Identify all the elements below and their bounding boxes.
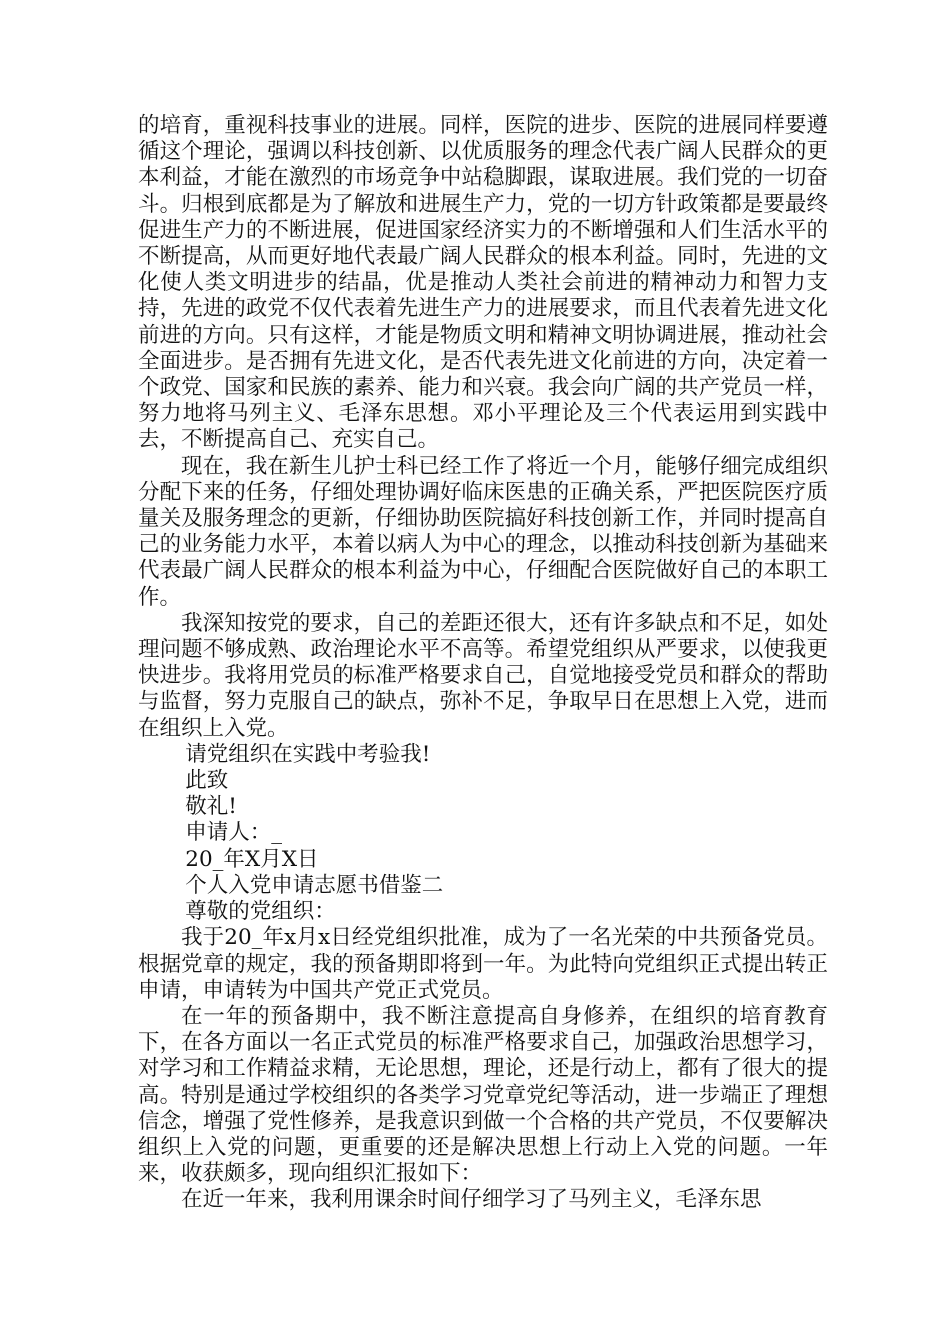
salutation: 尊敬的党组织：: [185, 899, 336, 925]
body-paragraph-1: 的培育，重视科技事业的进展。同样，医院的进步、医院的进展同样要遵循这个理论，强调以科技创新、以优质服务的理念代表广阔人民群众的更本利益，才能在激烈的市场竞争中站稳脚跟，谋取进展。我们党的一切奋斗。归根到底都是为了解放和进展生产力，党的一切方针政策都是要最终促进生产力的不断进展，促进国家经济实力的不断增强和人们生活水平的不断提高，从而更好地代表最广阔人民群众的根本利益。同时，先进的文化使人类文明进步的结晶，优是推动人类社会前进的精神动力和智力支持，先进的政党不仅代表着先进生产力的进展要求，而且代表着先进文化前进的方向。只有这样，才能是物质文明和精神文明协调进展，推动社会全面进步。是否拥有先进文化，是否代表先进文化前进的方向，决定着一个政党、国家和民族的素养、能力和兴衰。我会向广阔的共产党员一样，努力地将马列主义、毛泽东思想。邓小平理论及三个代表运用到实践中去，不断提高自己、充实自己。: [138, 113, 828, 453]
document-page: [138, 113, 828, 1214]
date-line: 20_年X月X日: [185, 846, 319, 872]
body-paragraph-4: 我于20_年x月x日经党组织批准，成为了一名光荣的中共预备党员。根据党章的规定，我的预备期即将到一年。为此特向党组织正式提出转正申请，申请转为中国共产党正式党员。: [138, 925, 828, 1003]
applicant-line: 申请人：_: [185, 820, 283, 846]
body-paragraph-2: 现在，我在新生儿护士科已经工作了将近一个月，能够仔细完成组织分配下来的任务，仔细处理协调好临床医患的正确关系，严把医院医疗质量关及服务理念的更新，仔细协助医院搞好科技创新工作，并同时提高自己的业务能力水平，本着以病人为中心的理念，以推动科技创新为基础来代表最广阔人民群众的根本利益为中心，仔细配合医院做好自己的本职工作。: [138, 453, 828, 610]
section-title: 个人入党申请志愿书借鉴二: [185, 872, 444, 898]
closing-line-jingli: 敬礼!: [185, 794, 237, 820]
body-paragraph-3: 我深知按党的要求，自己的差距还很大，还有许多缺点和不足，如处理问题不够成熟、政治理论水平不高等。希望党组织从严要求，以使我更快进步。我将用党员的标准严格要求自己，自觉地接受党员和群众的帮助与监督，努力克服自己的缺点，弥补不足，争取早日在思想上入党，进而在组织上入党。: [138, 610, 828, 741]
body-paragraph-5: 在一年的预备期中，我不断注意提高自身修养，在组织的培育教育下，在各方面以一名正式党员的标准严格要求自己，加强政治思想学习，对学习和工作精益求精，无论思想，理论，还是行动上，都有了很大的提高。特别是通过学校组织的各类学习党章党纪等活动，进一步端正了理想信念，增强了党性修养，是我意识到做一个合格的共产党员，不仅要解决组织上入党的问题，更重要的还是解决思想上行动上入党的问题。一年来，收获颇多，现向组织汇报如下：: [138, 1003, 828, 1187]
body-paragraph-6: 在近一年来，我利用课余时间仔细学习了马列主义，毛泽东思: [181, 1187, 762, 1213]
closing-line-test: 请党组织在实践中考验我!: [185, 741, 431, 767]
closing-line-cizhi: 此致: [185, 768, 229, 794]
